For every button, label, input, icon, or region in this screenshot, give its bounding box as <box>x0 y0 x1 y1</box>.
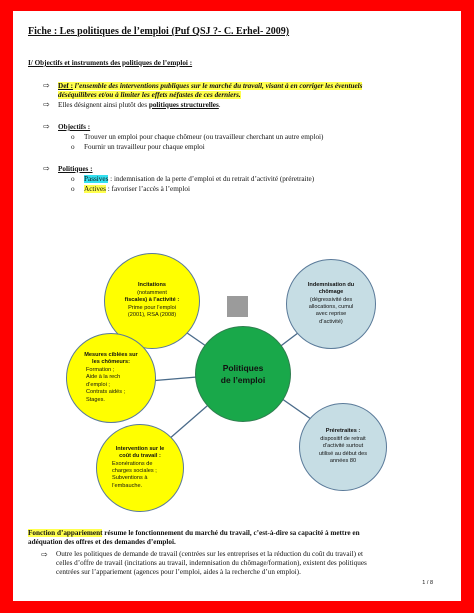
node-text: (2001), RSA (2008) <box>127 312 177 319</box>
node-text: Aide à la rech <box>86 374 121 381</box>
page-number: 1 / 8 <box>422 580 433 586</box>
arrow-bullet-icon: ⇨ <box>43 81 50 90</box>
politiques-label: Politiques : <box>58 165 93 173</box>
node-text: Contrats aidés ; <box>86 389 126 396</box>
section-heading: I/ Objectifs et instruments des politiques de l’emploi : <box>28 59 193 67</box>
circle-bullet-icon: o <box>71 175 75 183</box>
node-text: Indemnisation du <box>307 281 355 288</box>
diagram-node-intervention <box>96 424 184 512</box>
node-text: utilisé au début des <box>318 450 368 457</box>
node-text: Intervention sur le <box>115 445 165 452</box>
designent-link: politiques structurelles <box>148 101 219 109</box>
node-text: avec reprise <box>315 311 347 318</box>
node-text: (notamment <box>137 289 167 296</box>
arrow-bullet-icon: ⇨ <box>43 100 50 109</box>
node-text: Formation ; <box>86 366 115 373</box>
actives-tag: Actives <box>84 185 106 193</box>
fonction-label: Fonction d’appariement <box>28 529 103 537</box>
image-placeholder <box>227 296 248 317</box>
page-title: Fiche : Les politiques de l’emploi (Puf QSJ ?- C. Erhel- 2009) <box>28 26 290 37</box>
outre-line: centrées sur l’appariement (agences pour l’emploi, aides à la recherche d’un emploi). <box>56 568 301 576</box>
node-text: l’embauche. <box>112 482 143 489</box>
node-text: coût du travail : <box>119 453 161 460</box>
passives-tag: Passives <box>84 175 109 183</box>
circle-bullet-icon: o <box>71 143 75 151</box>
node-text: dispositif de retrait <box>320 435 366 442</box>
node-text: fiscales) à l’activité : <box>124 297 180 304</box>
actives-text: : favoriser l’accès à l’emploi <box>105 185 190 193</box>
def-text-1: l’ensemble des interventions publiques sur le marché du travail, visant à en corriger les éventuels <box>72 82 363 90</box>
node-text: d’activité) <box>319 318 343 325</box>
diagram-node-center <box>195 326 291 422</box>
node-text: d’activité surtout <box>322 443 364 450</box>
outre-line: celles d’offre de travail (incitations au travail, indemnisation du chômage/formation), existent des politiques <box>56 559 367 567</box>
node-text: Stages. <box>86 396 105 403</box>
node-text: allocations, cumul <box>308 304 354 310</box>
def-text-2: déséquilibres et/ou à limiter les effets néfastes de ces derniers. <box>58 91 241 99</box>
arrow-bullet-icon: ⇨ <box>41 550 48 559</box>
node-text: les chômeurs: <box>92 359 130 366</box>
node-text: Prime pour l’emploi <box>128 304 176 311</box>
node-text: d’emploi ; <box>86 381 110 388</box>
diagram-node-mesures <box>66 333 156 423</box>
node-text: Subventions à <box>112 475 148 482</box>
node-text: Exonérations de <box>112 460 153 467</box>
node-text: charges sociales ; <box>112 468 157 474</box>
node-text: de l’emploi <box>220 375 266 385</box>
fonction-text-2: adéquation des offres et des demandes d’emploi. <box>28 538 176 546</box>
fonction-paragraph <box>28 529 360 547</box>
designent-suffix: . <box>218 101 221 109</box>
outre-paragraph <box>56 550 367 577</box>
node-text: années 80 <box>329 458 357 465</box>
node-text: Incitations <box>138 282 166 289</box>
objectifs-label: Objectifs : <box>58 123 91 131</box>
document-page <box>13 11 461 601</box>
objectif-item: Trouver un emploi pour chaque chômeur (ou travailleur cherchant un autre emploi) <box>84 133 324 141</box>
outre-line: Outre les politiques de demande de travail (centrées sur les entreprises et la réduction du coût du travail) et <box>56 550 363 558</box>
node-text: Mesures ciblées sur <box>84 352 138 359</box>
arrow-bullet-icon: ⇨ <box>43 122 50 131</box>
diagram-node-indemnisation <box>286 259 376 349</box>
circle-bullet-icon: o <box>71 133 75 141</box>
node-text: chômage <box>318 289 344 296</box>
fonction-text-1: résume le fonctionnement du marché du travail, c’est-à-dire sa capacité à mettre en <box>102 529 360 537</box>
circle-bullet-icon: o <box>71 185 75 193</box>
node-text: Préretraites : <box>325 428 361 435</box>
def-label: Def : <box>58 82 73 90</box>
objectif-item: Fournir un travailleur pour chaque emploi <box>84 143 205 151</box>
node-text: (dégressivité des <box>309 296 353 303</box>
passives-text: : indemnisation de la perte d’emploi et du retrait d’activité (préretraite) <box>108 175 315 183</box>
diagram-node-preretraites <box>299 403 387 491</box>
designent-prefix: Elles désignent ainsi plutôt des <box>58 101 149 109</box>
arrow-bullet-icon: ⇨ <box>43 164 50 173</box>
node-text: Politiques <box>222 363 264 373</box>
